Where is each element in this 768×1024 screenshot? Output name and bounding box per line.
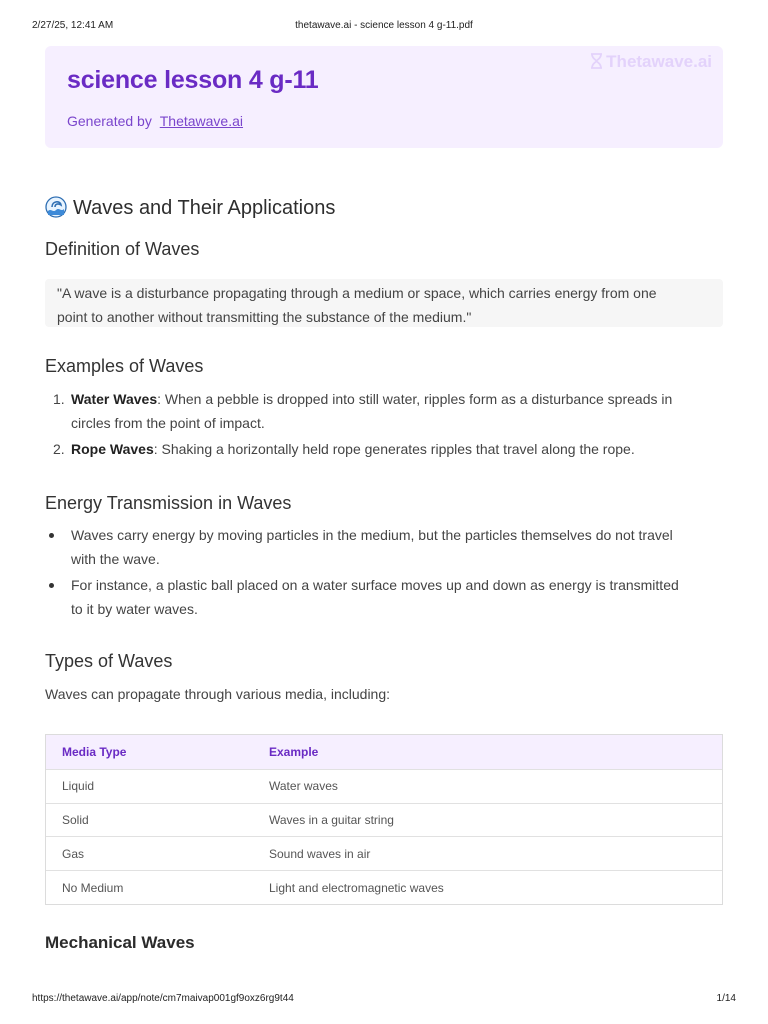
page-title: science lesson 4 g-11 — [67, 66, 319, 94]
brand-watermark — [590, 52, 712, 72]
media-table — [45, 734, 723, 905]
bullet-text: For instance, a plastic ball placed on a water surface moves up and down as energy is transmitted — [71, 577, 679, 593]
example-term: Rope Waves — [71, 441, 154, 457]
example-text-cont: circles from the point of impact. — [71, 414, 265, 431]
brand-name: Thetawave.ai — [606, 52, 712, 71]
examples-list — [45, 388, 725, 465]
list-number: 1. — [53, 391, 65, 407]
definition-heading: Definition of Waves — [45, 239, 200, 259]
table-row — [46, 836, 722, 870]
table-cell: Water waves — [269, 779, 338, 794]
example-text: : When a pebble is dropped into still water, ripples form as a disturbance spreads in — [157, 391, 673, 407]
table-cell: Gas — [62, 846, 85, 861]
table-row — [46, 870, 722, 904]
bullet-text-cont: to it by water waves. — [71, 600, 198, 617]
section-title: Waves and Their Applications — [73, 197, 336, 219]
table-cell: Liquid — [62, 779, 95, 794]
quote-line: point to another without transmitting the substance of the medium." — [57, 308, 472, 325]
print-url: https://thetawave.ai/app/note/cm7maivap001gf9oxz6rg9t44 — [32, 993, 294, 1004]
examples-heading: Examples of Waves — [45, 356, 204, 376]
table-header-cell: Example — [269, 744, 319, 759]
table-cell: Waves in a guitar string — [269, 812, 394, 827]
hourglass-icon — [590, 53, 603, 69]
generated-by-label: Generated by — [67, 113, 152, 129]
energy-list — [45, 524, 725, 624]
generated-by — [67, 113, 243, 129]
table-cell: No Medium — [62, 880, 124, 895]
quote-line: "A wave is a disturbance propagating through a medium or space, which carries energy from one — [57, 285, 657, 301]
bullet-text-cont: with the wave. — [71, 550, 160, 567]
print-doc-title: thetawave.ai - science lesson 4 g-11.pdf — [295, 20, 473, 31]
section-heading — [45, 196, 335, 220]
mechanical-heading: Mechanical Waves — [45, 933, 195, 952]
table-cell: Sound waves in air — [269, 846, 371, 861]
energy-heading: Energy Transmission in Waves — [45, 493, 292, 513]
water-wave-icon — [45, 196, 67, 218]
page-number: 1/14 — [716, 993, 736, 1004]
definition-quote — [45, 279, 723, 327]
table-row — [46, 769, 722, 803]
table-header-row — [46, 735, 722, 769]
print-footer — [32, 993, 736, 1007]
bullet-text: Waves carry energy by moving particles in the medium, but the particles themselves do not travel — [71, 527, 673, 543]
types-intro: Waves can propagate through various media, including: — [45, 686, 391, 702]
list-item — [45, 388, 725, 435]
list-number: 2. — [53, 441, 65, 457]
list-item — [45, 524, 725, 571]
title-banner — [45, 46, 723, 148]
table-cell: Light and electromagnetic waves — [269, 880, 444, 895]
table-header-cell: Media Type — [62, 744, 127, 759]
table-row — [46, 803, 722, 837]
print-datetime: 2/27/25, 12:41 AM — [32, 20, 114, 31]
example-text: : Shaking a horizontally held rope generates ripples that travel along the rope. — [153, 441, 635, 457]
example-term: Water Waves — [71, 391, 158, 407]
thetawave-link[interactable]: Thetawave.ai — [159, 113, 244, 129]
list-item — [45, 574, 725, 621]
bullet-dot — [49, 533, 54, 538]
table-cell: Solid — [62, 812, 89, 827]
list-item — [45, 438, 725, 462]
print-header — [32, 20, 736, 34]
types-heading: Types of Waves — [45, 651, 173, 671]
bullet-dot — [49, 583, 54, 588]
